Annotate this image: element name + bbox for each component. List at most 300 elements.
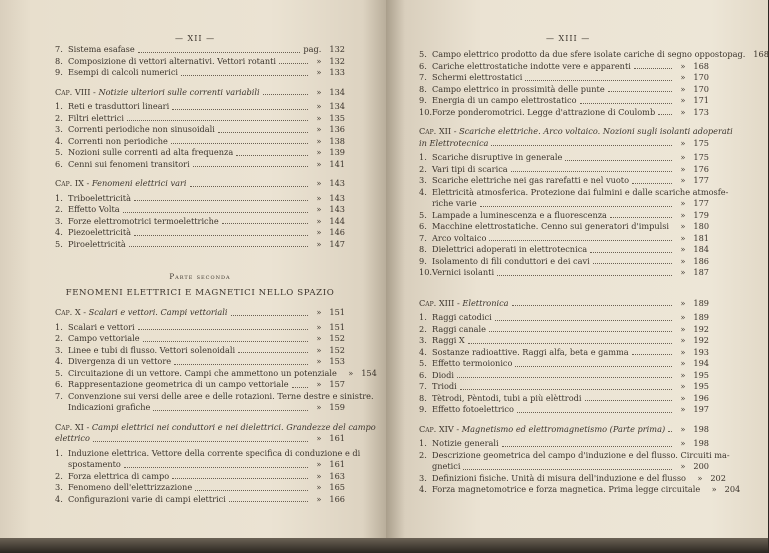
chapter-section: [55, 87, 345, 171]
page-number: [675, 210, 709, 222]
entry-title: Scalari e vettori. Campi vettoriali: [88, 307, 228, 317]
section-list: [419, 152, 729, 279]
toc-line: [55, 147, 345, 159]
leader-dots: [124, 467, 308, 468]
page-number: [311, 147, 345, 159]
entry-title: Composizione di vettori alternativi. Vettori rotanti: [68, 55, 277, 66]
leader-dots: [580, 103, 673, 104]
leader-dots: [632, 183, 672, 184]
chapter-heading: [55, 307, 345, 319]
section-list: [419, 312, 709, 416]
toc-line: [55, 482, 345, 494]
leader-dots: [134, 200, 308, 201]
page-marker: »: [316, 238, 322, 249]
entry-title: Triodi: [432, 381, 457, 391]
entry-text: [419, 72, 523, 84]
leader-dots: [632, 354, 672, 355]
list-item: [419, 72, 709, 84]
page-value: 154: [361, 367, 377, 378]
page-marker: »: [316, 67, 322, 77]
part-label: Parte seconda: [169, 273, 231, 281]
entry-text: [419, 106, 656, 119]
toc-line: [419, 335, 709, 347]
page-marker: »: [680, 221, 686, 231]
page-marker: »: [680, 267, 686, 277]
leader-dots: [171, 143, 308, 144]
page-value: 168: [693, 60, 709, 71]
list-item: [419, 484, 741, 496]
toc-line: [419, 186, 729, 199]
page-number: [727, 49, 769, 61]
page-number: [675, 152, 709, 164]
section-list: [55, 44, 345, 79]
item-number: 4.: [55, 493, 63, 504]
leader-dots: [127, 120, 308, 121]
page-number: [675, 438, 709, 450]
toc-line: [55, 112, 345, 125]
page-marker: »: [680, 381, 686, 391]
page-value: 152: [329, 344, 345, 355]
leader-dots: [229, 501, 308, 502]
list-item: [419, 324, 709, 336]
leader-dots: [565, 160, 672, 161]
section-list: [419, 49, 769, 118]
entry-text: [68, 402, 150, 414]
page-number: [311, 307, 345, 319]
page-number: [675, 393, 709, 405]
entry-text: [55, 178, 187, 190]
entry-text: [55, 307, 228, 319]
toc-line: [419, 232, 709, 245]
page-number: [311, 178, 345, 190]
toc-line: [55, 204, 345, 216]
page-marker: »: [316, 356, 322, 366]
page-marker: »: [316, 379, 322, 389]
page-number: [675, 461, 709, 473]
entry-title: Linee e tubi di flusso. Vettori solenoidali: [68, 344, 236, 355]
entry-text: [55, 215, 219, 228]
page-number: [675, 298, 709, 310]
chapter-label: Cap. XII -: [419, 126, 460, 136]
page-marker: »: [316, 178, 322, 188]
page-value: 176: [693, 163, 709, 174]
entry-title: Raggi X: [432, 335, 465, 345]
page-value: 196: [693, 392, 709, 403]
page-number: [311, 333, 345, 345]
toc-line: [419, 369, 709, 382]
leader-dots: [218, 132, 308, 133]
list-item: [55, 471, 345, 483]
toc-line: [419, 312, 709, 324]
entry-title: Correnti non periodiche: [68, 135, 168, 146]
page-marker: »: [680, 438, 686, 448]
leader-dots: [134, 235, 308, 236]
entry-title: Configurazioni varie di campi elettrici: [68, 493, 226, 504]
toc-line: [419, 449, 730, 462]
list-item: [55, 322, 345, 334]
entry-title: Campo elettrico in prossimità delle punte: [432, 83, 605, 94]
item-number: 7.: [419, 72, 427, 82]
item-number: 7.: [55, 44, 63, 54]
leader-dots: [138, 329, 308, 330]
list-item: [55, 482, 345, 494]
entry-title: Elettronica: [462, 297, 509, 308]
page-value: 194: [693, 358, 709, 368]
section-list: [55, 101, 345, 170]
entry-text: [419, 369, 454, 382]
page-marker: »: [680, 175, 686, 185]
page-value: 159: [329, 402, 345, 412]
chapter-heading: [419, 138, 709, 150]
toc-line: [55, 356, 345, 368]
entry-title: Nozioni sulle correnti ad alta frequenza: [68, 147, 234, 157]
toc-line: [55, 321, 345, 334]
page-marker: »: [680, 232, 686, 243]
page-value: 138: [329, 135, 345, 146]
leader-dots: [231, 315, 308, 316]
page-value: 143: [329, 178, 345, 188]
leader-dots: [172, 478, 308, 479]
page-marker: »: [680, 297, 686, 308]
entry-title: Esempi di calcoli numerici: [68, 67, 179, 77]
item-number: 9.: [419, 404, 427, 414]
page-number: [311, 193, 345, 205]
toc-line: [55, 192, 345, 205]
entry-text: [55, 124, 215, 136]
leader-dots: [668, 431, 672, 432]
leader-dots: [502, 446, 672, 447]
item-number: 3.: [55, 215, 63, 226]
page-marker: »: [680, 163, 686, 174]
page-number: [311, 345, 345, 357]
page-number: [706, 484, 740, 496]
page-number: [675, 381, 709, 393]
item-number: 2.: [55, 204, 63, 214]
entry-title: Descrizione geometrica del campo d'induzione e del flusso. Circuiti ma-: [432, 449, 730, 460]
item-number: 3.: [419, 335, 427, 345]
page-marker: »: [680, 358, 686, 368]
toc-line: [55, 55, 345, 68]
entry-text: [55, 44, 135, 56]
page-value: 132: [329, 44, 345, 54]
list-item: [419, 84, 709, 96]
page-marker: »: [680, 423, 686, 434]
entry-title: Induzione elettrica. Vettore della corrente specifica di conduzione e di: [68, 447, 361, 458]
list-item: [419, 381, 709, 393]
leader-dots: [658, 114, 672, 115]
page-number: [311, 459, 345, 471]
entry-text: [419, 381, 457, 393]
list-item: [55, 113, 345, 125]
toc-line: [419, 106, 709, 119]
right-page: [386, 0, 768, 540]
entry-title: Elettricità atmosferica. Protezione dai fulmini e dalle scariche atmosfe-: [432, 186, 729, 197]
entry-title: Energia di un campo elettrostatico: [432, 95, 577, 105]
page-value: 135: [329, 112, 345, 123]
entry-title: Effetto Volta: [68, 204, 120, 214]
list-item: [419, 244, 709, 256]
entry-title: Piroelettricità: [68, 238, 126, 249]
page-marker: »: [711, 484, 717, 494]
entry-text: [419, 49, 728, 61]
list-item: [55, 356, 345, 368]
item-number: 1.: [419, 438, 427, 448]
toc-line: [419, 244, 709, 256]
page-value: 189: [693, 312, 709, 322]
entry-text: [55, 433, 90, 445]
page-value: 179: [693, 209, 709, 220]
item-number: 3.: [55, 344, 63, 355]
item-number: 2.: [55, 333, 63, 343]
page-value: 186: [693, 255, 709, 266]
item-number: 1.: [419, 152, 427, 162]
toc-line: [419, 392, 709, 405]
leader-dots: [123, 212, 308, 213]
entry-title: Notizie ulteriori sulle correnti variabili: [98, 86, 260, 97]
page-marker: »: [680, 106, 686, 117]
entry-title: Notizie generali: [432, 438, 499, 448]
page-marker: »: [680, 392, 686, 403]
toc-line: [432, 461, 709, 473]
entry-text: [419, 186, 729, 197]
entry-text: [419, 267, 495, 279]
entry-title: Scariche elettriche. Arco voltaico. Nozioni sugli isolanti adoperati: [459, 126, 733, 136]
toc-line: [419, 358, 709, 370]
list-item: [419, 449, 730, 473]
entry-text: [419, 472, 686, 485]
left-page: [0, 0, 386, 540]
toc-line: [55, 344, 345, 357]
page-marker: »: [316, 307, 322, 317]
entry-title: Fenomeni elettrici vari: [91, 178, 187, 188]
page-number: [675, 244, 709, 256]
entry-title: Macchine elettrostatiche. Cenno sui generatori d'impulsi: [432, 221, 670, 231]
entry-text: [419, 255, 590, 268]
page-value: 170: [693, 72, 709, 82]
list-item: [419, 221, 709, 233]
toc-line: [419, 438, 709, 450]
chapter-label: Cap. IX -: [55, 178, 92, 188]
entry-text: [419, 449, 730, 460]
toc-line: [419, 95, 709, 107]
item-number: 8.: [419, 244, 427, 254]
list-item: [419, 210, 709, 222]
entry-text: [419, 438, 499, 450]
leader-dots: [174, 364, 308, 365]
entry-title: in Elettrotecnica: [419, 137, 489, 148]
page-value: 198: [693, 423, 709, 434]
entry-text: [55, 367, 337, 380]
page-value: 143: [329, 192, 345, 203]
item-number: 6.: [55, 379, 63, 389]
item-number: 4.: [55, 227, 63, 237]
entry-title: Magnetismo ed elettromagnetismo (Parte prima): [461, 423, 666, 434]
entry-title: Isolamento di fili conduttori e dei cavi: [432, 255, 590, 266]
page-value: 139: [329, 147, 345, 157]
page-number: [311, 482, 345, 494]
page-marker: »: [316, 124, 322, 134]
entry-title: Lampade a luminescenza e a fluorescenza: [432, 209, 607, 220]
page-number: [675, 424, 709, 436]
page-value: 195: [693, 381, 709, 391]
page-marker: »: [316, 344, 322, 355]
list-item: [55, 494, 345, 506]
entry-title: Sistema esafase: [68, 44, 135, 54]
page-number: [675, 138, 709, 150]
toc-line: [68, 459, 345, 471]
entry-title: Effetto termoionico: [432, 358, 513, 368]
item-number: 3.: [419, 472, 427, 483]
page-value: 152: [329, 333, 345, 343]
entry-title: Divergenza di un vettore: [68, 356, 172, 366]
leader-dots: [511, 171, 672, 172]
page-value: 177: [693, 175, 709, 185]
leader-dots: [138, 52, 301, 53]
entry-text: [419, 392, 582, 405]
item-number: 5.: [55, 238, 63, 249]
leader-dots: [153, 410, 308, 411]
entry-title: riche varie: [432, 198, 477, 208]
toc-line: [55, 215, 345, 228]
chapter-section: [55, 421, 376, 506]
item-number: 8.: [55, 55, 63, 66]
list-item: [55, 101, 345, 113]
item-number: 3.: [55, 482, 63, 492]
entry-text: [419, 346, 629, 359]
page-value: 198: [693, 438, 709, 448]
page-number: [675, 370, 709, 382]
item-number: 7.: [419, 381, 427, 391]
page-value: 134: [329, 101, 345, 111]
leader-dots: [495, 320, 672, 321]
entry-text: [432, 198, 477, 210]
page-number: [675, 267, 709, 279]
entry-text: [419, 152, 563, 164]
leader-dots: [491, 145, 672, 146]
list-item: [419, 370, 709, 382]
leader-dots: [195, 490, 308, 491]
page-value: 189: [693, 297, 709, 308]
entry-text: [419, 60, 631, 73]
page-marker: »: [316, 227, 322, 237]
entry-title: Definizioni fisiche. Unità di misura dell'induzione e del flusso: [432, 472, 686, 483]
page-marker: »: [697, 472, 703, 483]
entry-title: Campo vettoriale: [68, 333, 140, 343]
entry-text: [419, 83, 605, 96]
item-number: 5.: [55, 147, 63, 157]
entry-text: [419, 221, 670, 233]
chapter-heading: [419, 424, 709, 436]
item-number: 1.: [55, 101, 63, 111]
entry-text: [419, 126, 733, 136]
toc-line: [432, 198, 709, 210]
entry-text: [419, 484, 701, 496]
page-number: [675, 72, 709, 84]
toc-line: [55, 447, 361, 460]
toc-line: [55, 158, 345, 171]
entry-text: [55, 55, 277, 68]
toc-line: [55, 101, 345, 113]
entry-title: Vari tipi di scarica: [432, 163, 508, 174]
item-number: 10.: [419, 267, 433, 277]
page-value: 161: [329, 459, 345, 469]
list-item: [55, 159, 345, 171]
entry-title: Correnti periodiche non sinusoidali: [68, 124, 215, 134]
entry-text: [55, 192, 131, 205]
page-marker: »: [316, 112, 322, 123]
toc-line: [419, 255, 709, 268]
page-value: 202: [710, 472, 726, 483]
page-number: [311, 67, 345, 79]
section-list: [419, 438, 741, 496]
item-number: 3.: [419, 175, 427, 185]
chapter-label: Cap. X -: [55, 307, 89, 317]
entry-text: [55, 67, 179, 79]
page-number: [675, 404, 709, 416]
entry-title: Convenzione sui versi delle aree e delle rotazioni. Terne destre e sinistre.: [68, 390, 374, 401]
toc-line: [419, 267, 709, 279]
entry-text: [419, 358, 513, 370]
page-number: [311, 113, 345, 125]
chapter-section: [419, 49, 769, 118]
page-value: 204: [724, 484, 741, 494]
page-marker: »: [680, 72, 686, 82]
leader-dots: [236, 155, 308, 156]
table-of-contents: [55, 44, 377, 505]
leader-dots: [468, 343, 672, 344]
entry-text: [55, 238, 126, 251]
list-item: [55, 447, 361, 471]
page-marker: »: [348, 367, 354, 378]
page-value: 163: [329, 470, 345, 481]
page-number: [675, 95, 709, 107]
toc-line: [55, 379, 345, 391]
page-value: 175: [693, 152, 709, 162]
page-marker: »: [680, 244, 686, 254]
list-item: [55, 333, 345, 345]
entry-text: [419, 163, 508, 176]
list-item: [55, 193, 345, 205]
leader-dots: [238, 352, 308, 353]
page-marker: »: [680, 255, 686, 266]
item-number: 2.: [55, 112, 63, 123]
chapter-section: [55, 307, 377, 414]
list-item: [419, 164, 709, 176]
entry-title: Circuitazione di un vettore. Campi che ammettono un potenziale: [68, 367, 337, 378]
page-marker: »: [680, 323, 686, 334]
entry-text: [55, 333, 140, 345]
entry-text: [419, 95, 577, 107]
list-item: [55, 227, 345, 239]
page-marker: »: [316, 321, 322, 332]
chapter-label: Cap. XI -: [55, 421, 92, 432]
toc-line: [419, 404, 709, 416]
toc-line: [55, 333, 345, 345]
page-value: 187: [693, 267, 709, 277]
page-number: [311, 56, 345, 68]
page-value: 168: [753, 49, 769, 59]
entry-title: Effetto fotoelettrico: [432, 404, 514, 414]
page-value: 146: [329, 227, 345, 237]
page-marker: »: [316, 433, 322, 443]
entry-title: Indicazioni grafiche: [68, 402, 151, 412]
page-marker: pag.: [727, 49, 746, 59]
page-number: [303, 44, 345, 56]
page-number: [311, 136, 345, 148]
part-title: FENOMENI ELETTRICI E MAGNETICI NELLO SPAZIO: [65, 287, 335, 298]
page-marker: »: [680, 198, 686, 208]
toc-line: [419, 381, 709, 393]
